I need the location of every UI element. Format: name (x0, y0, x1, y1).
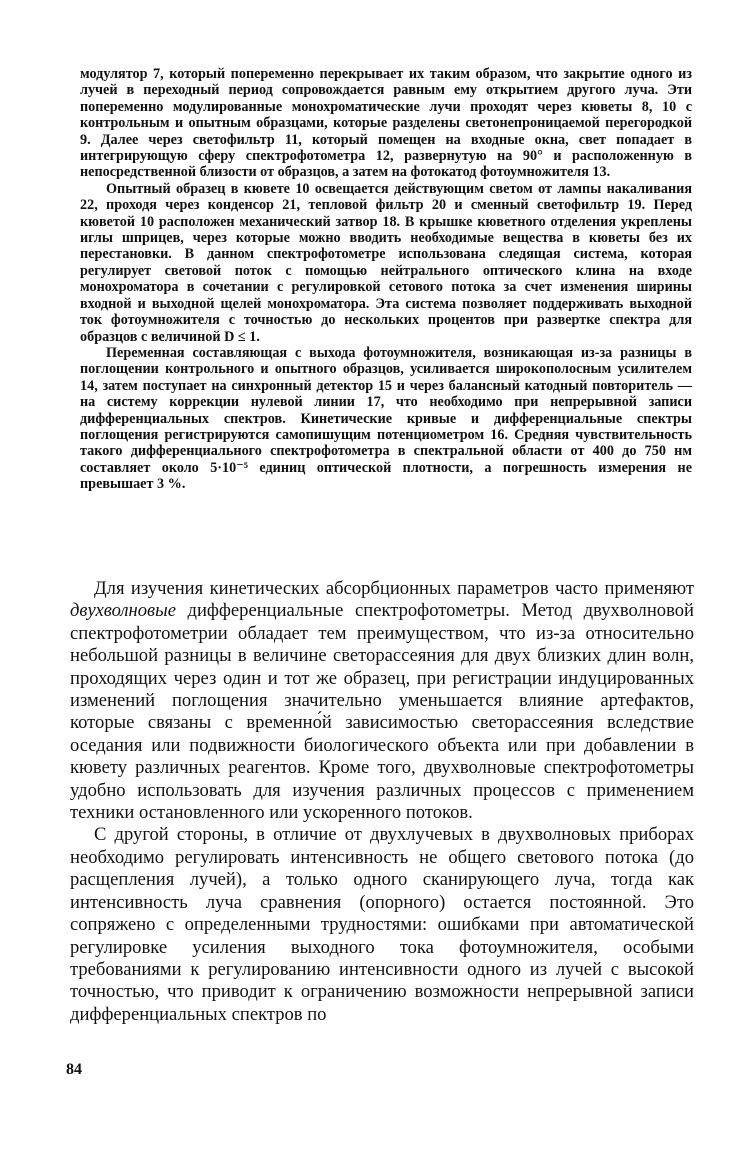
main-paragraph-1-rest: дифференциальные спектрофотометры. Метод двухволновой спектрофотометрии обладает тем преимуществом, что из-за относительно небольшой разницы в величине светорассеяния для двух близких длин волн, проходящих через один и тот же образец, при регистрации индуцированных изменений поглощения значительно уменьшается влияние артефактов, которые связаны с временно́й зависимостью светорассеяния вследствие оседания или подвижности биологического объекта или при добавлении в кювету различных реагентов. Кроме того, двухволновые спектрофотометры удобно использовать для изучения различных процессов с применением техники остановленного или ускоренного потоков. (70, 600, 694, 824)
main-paragraph-2: С другой стороны, в отличие от двухлучевых в двухволновых приборах необходимо регулировать интенсивность не общего светового потока (до расщепления лучей), а только одного сканирующего луча, тогда как интенсивность луча сравнения (опорного) остается постоянной. Это сопряжено с определенными трудностями: ошибками при автоматической регулировке усиления выходного тока фотоумножителя, особыми требованиями к регулированию интенсивности одного из лучей с высокой точностью, что приводит к ограничению возможности непрерывной записи дифференциальных спектров по (70, 824, 694, 1025)
italic-term: двухволновые (70, 600, 176, 622)
small-paragraph-2: Опытный образец в кювете 10 освещается действующим светом от лампы накаливания 22, проходя через конденсор 21, тепловой фильтр 20 и сменный светофильтр 19. Перед кюветой 10 расположен механический затвор 18. В крышке кюветного отделения укреплены иглы шприцев, через которые можно вводить необходимые вещества в кюветы без их перестановки. В данном спектрофотометре использована следящая система, которая регулирует световой поток с помощью нейтрального оптического клина на входе монохроматора в сочетании с регулировкой сетового потока за счет изменения ширины входной и выходной щелей монохроматора. Эта система позволяет поддерживать выходной ток фотоумножителя с точностью до нескольких процентов при развертке спектра для образцов с величиной D ≤ 1. (80, 180, 692, 345)
small-paragraph-3: Переменная составляющая с выхода фотоумножителя, возникающая из-за разницы в поглощении контрольного и опытного образцов, усиливается широкополосным усилителем 14, затем поступает на синхронный детектор 15 и через балансный катодный повторитель — на систему коррекции нулевой линии 17, что необходимо при непрерывной записи дифференциальных спектров. Кинетические кривые и дифференциальные спектры поглощения регистрируются самопишущим потенциометром 16. Средняя чувствительность такого дифференциального спектрофотометра в спектральной области от 400 до 750 нм составляет около 5·10⁻⁵ единиц оптической плотности, а погрешность измерения не превышает 3 %. (80, 344, 692, 493)
page-number: 84 (66, 1061, 82, 1078)
main-paragraph-1-start: Для изучения кинетических абсорбционных параметров часто применяют (94, 578, 694, 599)
small-paragraph-1: модулятор 7, который попеременно перекрывает их таким образом, что закрытие одного из лучей в переходный период сопровождается равным ему открытием другого луча. Эти попеременно модулированные монохроматические лучи проходят через кюветы 8, 10 с контрольным и опытным образцами, которые разделены светонепроницаемой перегородкой 9. Далее через светофильтр 11, который помещен на входные окна, свет попадает в интегрирующую сферу спектрофотометра 12, развернутую на 90° и расположенную в непосредственной близости от образцов, а затем на фотокатод фотоумножителя 13. (80, 66, 692, 181)
main-text-section (70, 578, 694, 1026)
small-print-section (80, 66, 692, 493)
main-paragraph-1 (70, 578, 694, 824)
